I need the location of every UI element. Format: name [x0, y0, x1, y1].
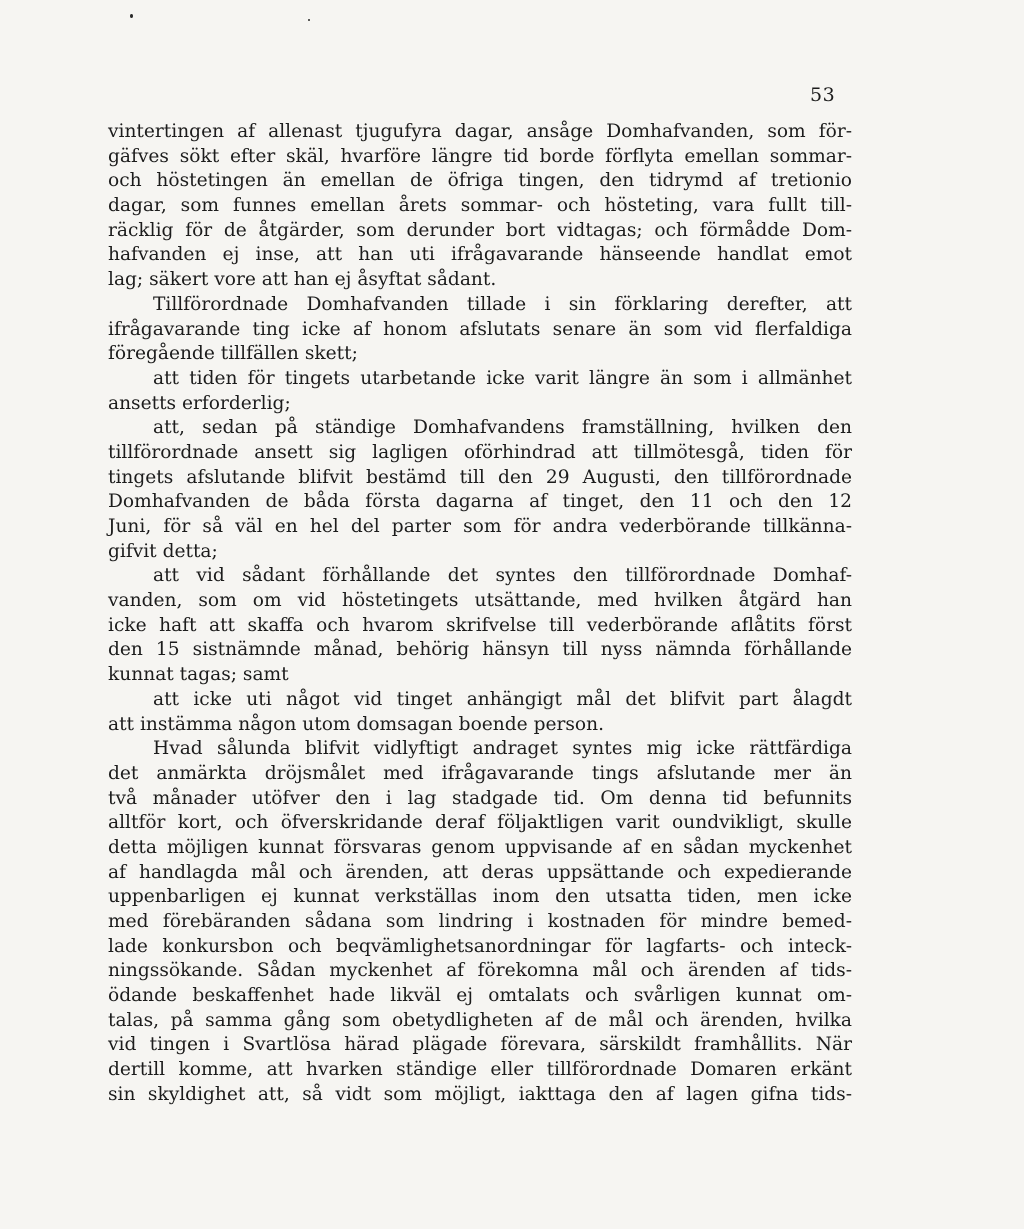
- text-line: dertill komme, att hvarken ständige eller tillförordnade Domaren erkänt: [108, 1059, 852, 1081]
- text-line: föregående tillfällen skett;: [108, 343, 358, 365]
- text-line: lade konkursbon och beqvämlighetsanordningar för lagfarts- och inteck-: [108, 935, 852, 957]
- text-line: Juni, för så väl en hel del parter som för andra vederbörande tillkänna-: [108, 516, 852, 537]
- text-line: uppenbarligen ej kunnat verkställas inom den utsatta tiden, men icke: [108, 886, 852, 908]
- text-line: ödande beskaffenhet hade likväl ej omtalats och svårligen kunnat om-: [108, 985, 852, 1007]
- text-line: Tillförordnade Domhafvanden tillade i sin förklaring derefter, att: [153, 293, 852, 315]
- text-line: att instämma någon utom domsagan boende person.: [108, 713, 604, 735]
- text-line: vanden, som om vid höstetingets utsättande, med hvilken åtgärd han: [108, 590, 852, 612]
- text-line: ansetts erforderlig;: [108, 392, 291, 414]
- text-line: och höstetingen än emellan de öfriga tingen, den tidrymd af tretionio: [108, 170, 852, 192]
- text-line: dagar, som funnes emellan årets sommar- och hösteting, vara fullt till-: [108, 195, 852, 217]
- text-line: att tiden för tingets utarbetande icke varit längre än som i allmänhet: [153, 367, 852, 389]
- text-line: gäfves sökt efter skäl, hvarföre längre tid borde förflyta emellan sommar-: [108, 145, 852, 167]
- text-line: tillförordnade ansett sig lagligen oförhindrad att tillmötesgå, tiden för: [108, 441, 852, 463]
- text-line: att vid sådant förhållande det syntes den tillförordnade Domhaf-: [153, 565, 852, 587]
- text-line: talas, på samma gång som obetydligheten af de mål och ärenden, hvilka: [108, 1009, 852, 1031]
- text-line: med förebäranden sådana som lindring i kostnaden för mindre bemed-: [108, 911, 852, 932]
- scan-speck: [308, 19, 310, 21]
- text-line: två månader utöfver den i lag stadgade tid. Om denna tid befunnits: [108, 787, 852, 809]
- text-line: sin skyldighet att, så vidt som möjligt, iakttaga den af lagen gifna tids-: [108, 1083, 852, 1105]
- text-line: ningssökande. Sådan myckenhet af förekomna mål och ärenden af tids-: [108, 960, 852, 982]
- text-line: lag; säkert vore att han ej åsyftat sådant.: [108, 269, 497, 291]
- text-line: att, sedan på ständige Domhafvandens framställning, hvilken den: [153, 417, 852, 439]
- text-line: kunnat tagas; samt: [108, 664, 289, 686]
- scan-speck: [130, 14, 133, 18]
- text-line: vintertingen af allenast tjugufyra dagar, ansåge Domhafvanden, som för-: [108, 121, 852, 142]
- page-number: 53: [810, 84, 836, 106]
- text-line: Domhafvanden de båda första dagarna af tinget, den 11 och den 12: [108, 491, 852, 513]
- text-line: gifvit detta;: [108, 540, 218, 562]
- text-line: räcklig för de åtgärder, som derunder bort vidtagas; och förmådde Dom-: [108, 219, 852, 241]
- text-line: hafvanden ej inse, att han uti ifrågavarande hänseende handlat emot: [108, 244, 852, 266]
- text-line: alltför kort, och öfverskridande deraf följaktligen varit oundvikligt, skulle: [108, 812, 852, 834]
- body-text: [108, 120, 852, 1108]
- text-line: att icke uti något vid tinget anhängigt mål det blifvit part ålagdt: [153, 688, 852, 710]
- text-line: tingets afslutande blifvit bestämd till den 29 Augusti, den tillförordnade: [108, 466, 852, 488]
- text-line: af handlagda mål och ärenden, att deras uppsättande och expedierande: [108, 861, 852, 883]
- text-line: det anmärkta dröjsmålet med ifrågavarande tings afslutande mer än: [108, 762, 852, 784]
- text-line: Hvad sålunda blifvit vidlyftigt andraget syntes mig icke rättfärdiga: [153, 738, 852, 760]
- text-line: vid tingen i Svartlösa härad plägade förevara, särskildt framhållits. När: [108, 1034, 852, 1056]
- text-line: detta möjligen kunnat försvaras genom uppvisande af en sådan myckenhet: [108, 836, 852, 858]
- text-line: ifrågavarande ting icke af honom afslutats senare än som vid flerfaldiga: [108, 318, 852, 340]
- text-line: den 15 sistnämnde månad, behörig hänsyn till nyss nämnda förhållande: [108, 639, 852, 661]
- text-line: icke haft att skaffa och hvarom skrifvelse till vederbörande aflåtits först: [108, 614, 852, 636]
